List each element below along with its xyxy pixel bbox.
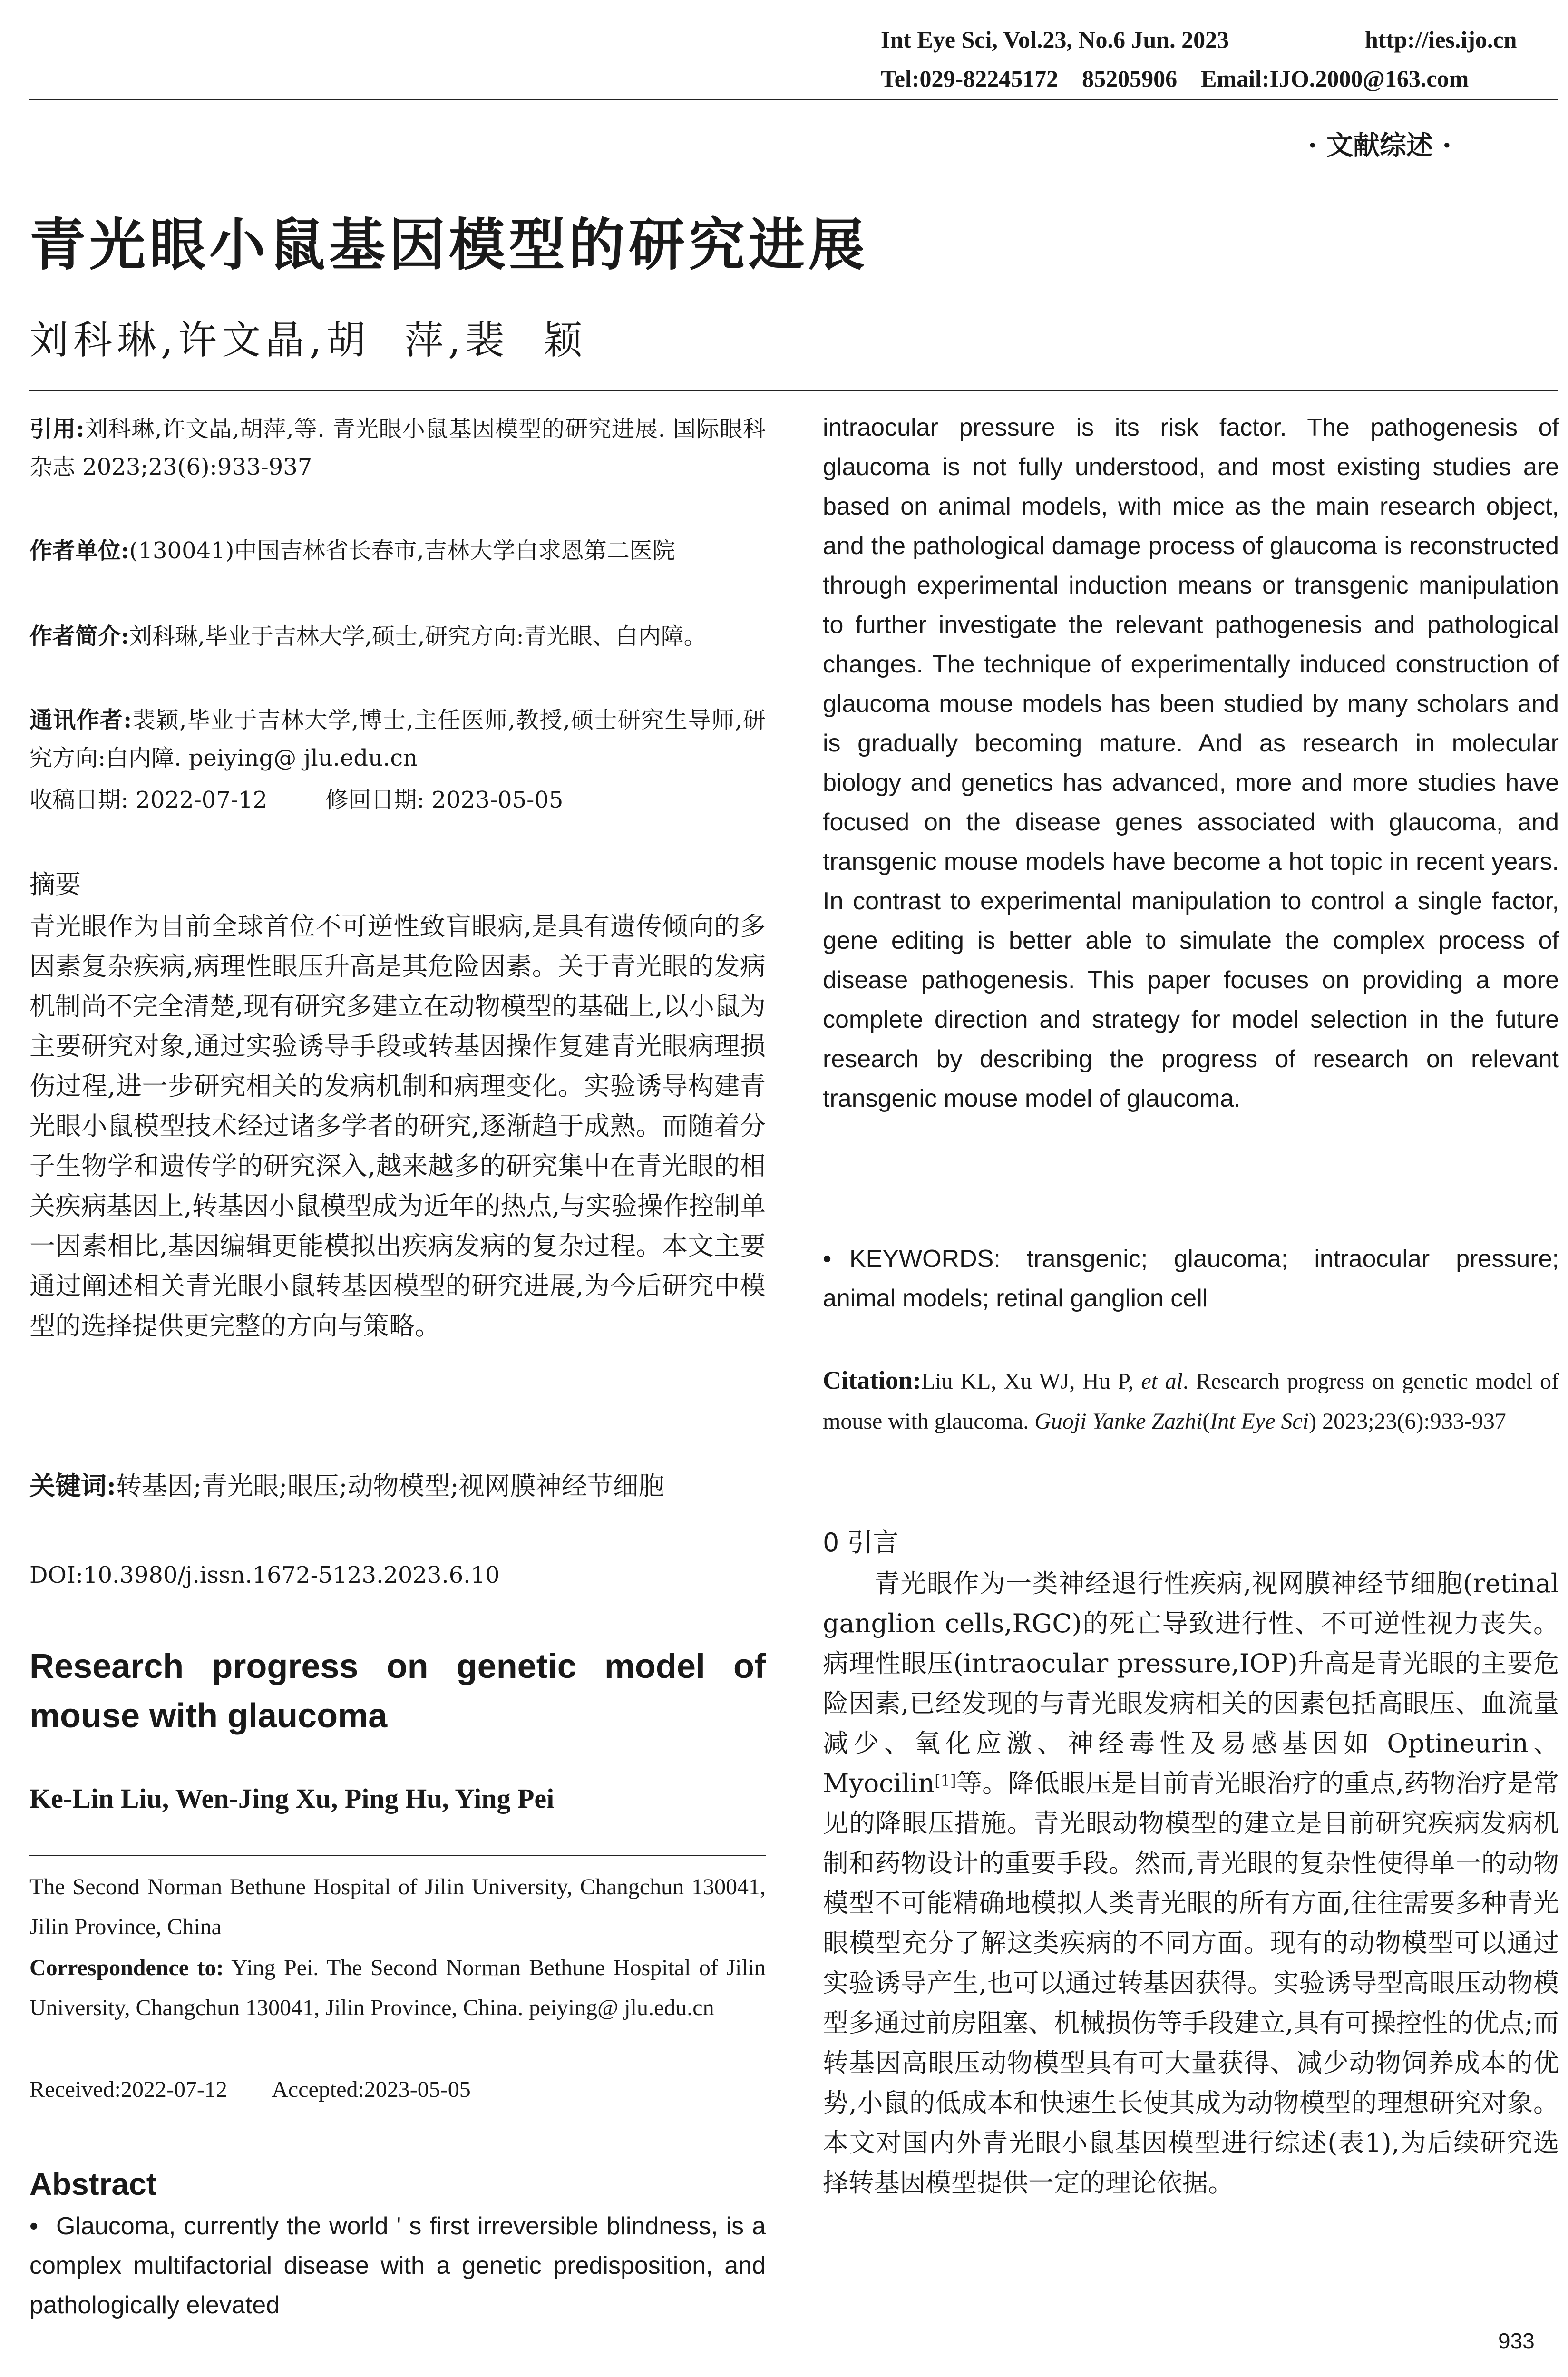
citation-en-title: . Research progress on genetic model of mouse with glaucoma.	[823, 1369, 1559, 1434]
correspondence-cn-label: 通讯作者:	[29, 707, 132, 733]
journal-contact-line: Tel:029-82245172 85205906 Email:IJO.2000@163.com	[881, 65, 1469, 92]
citation-en-journal: Guoji Yanke Zazhi	[1034, 1409, 1203, 1434]
affiliation-rule	[29, 1855, 766, 1856]
keywords-en	[823, 1239, 1559, 1318]
received-date-en: Received:2022-07-12	[29, 2077, 227, 2102]
journal-url[interactable]: http://ies.ijo.cn	[1365, 26, 1517, 53]
accepted-date-en: Accepted:2023-05-05	[272, 2077, 471, 2102]
doi[interactable]: DOI:10.3980/j.issn.1672-5123.2023.6.10	[29, 1562, 500, 1588]
correspondence-en-label: Correspondence to:	[29, 1955, 224, 1980]
dates-cn	[29, 781, 766, 819]
correspondence-en-text: Ying Pei. The Second Norman Bethune Hospital of Jilin University, Changchun 130041, Jilin Province, China. peiying@ jlu.edu.cn	[29, 1955, 766, 2020]
keywords-cn-text: 转基因;青光眼;眼压;动物模型;视网膜神经节细胞	[116, 1471, 664, 1501]
article-title-en: Research progress on genetic model of mouse with glaucoma	[29, 1647, 766, 1735]
correspondence-en	[29, 1948, 766, 2028]
journal-issue-line: Int Eye Sci, Vol.23, No.6 Jun. 2023	[881, 26, 1229, 53]
affiliation-cn	[29, 532, 766, 570]
title-rule	[29, 390, 1558, 391]
author-bio-cn-label: 作者简介:	[29, 623, 129, 650]
abstract-en-continued: intraocular pressure is its risk factor. The pathogenesis of glaucoma is not fully understood, and most existing studies are based on animal models, with mice as the main research object, and the pathological damage process of glaucoma is reconstructed through experimental induction means or transgenic manipulation to further investigate the relevant pathogenesis and pathological changes. The technique of experimentally induced construction of glaucoma mouse models has been studied by many scholars and is gradually becoming mature. And as research in molecular biology and genetics has advanced, more and more studies have focused on the disease genes associated with glaucoma, and transgenic mouse models have become a hot topic in recent years. In contrast to experimental manipulation to control a single factor, gene editing is better able to simulate the complex process of disease pathogenesis. This paper focuses on providing a more complete direction and strategy for model selection in the future research by describing the progress of research on relevant transgenic mouse model of glaucoma.	[823, 414, 1559, 1112]
affiliation-cn-label: 作者单位:	[29, 537, 129, 564]
affiliation-cn-text: (130041)中国吉林省长春市,吉林大学白求恩第二医院	[129, 537, 675, 564]
abstract-cn-heading: 摘要	[29, 869, 81, 899]
keywords-cn	[29, 1466, 766, 1506]
citation-cn-label: 引用:	[29, 416, 85, 442]
correspondence-cn-text: 裴颖,毕业于吉林大学,博士,主任医师,教授,硕士研究生导师,研究方向:白内障. peiying@ jlu.edu.cn	[29, 707, 766, 771]
author-bio-cn	[29, 617, 766, 655]
revised-date-cn: 修回日期: 2023-05-05	[325, 787, 564, 813]
affiliation-en: The Second Norman Bethune Hospital of Jilin University, Changchun 130041, Jilin Province, China	[29, 1874, 766, 1939]
bullet-icon: •	[29, 2212, 39, 2240]
citation-en-authors: Liu KL, Xu WJ, Hu P,	[921, 1369, 1141, 1394]
authors-en: Ke-Lin Liu, Wen-Jing Xu, Ping Hu, Ying Pei	[29, 1783, 555, 1814]
abstract-en-start-text: Glaucoma, currently the world ' s first irreversible blindness, is a complex multifactorial disease with a genetic predisposition, and pathologically elevated	[29, 2212, 766, 2319]
citation-en	[823, 1360, 1559, 1442]
dates-en	[29, 2070, 766, 2110]
citation-en-paren-open: (	[1202, 1409, 1210, 1434]
citation-cn	[29, 410, 766, 486]
citation-en-etal: et al	[1141, 1369, 1183, 1394]
author-bio-cn-text: 刘科琳,毕业于吉林大学,硕士,研究方向:青光眼、白内障。	[129, 623, 707, 650]
section-tag: · 文献综述 ·	[1308, 130, 1451, 161]
citation-cn-text: 刘科琳,许文晶,胡萍,等. 青光眼小鼠基因模型的研究进展. 国际眼科杂志 2023;23(6):933-937	[29, 416, 766, 480]
intro-text-a: 青光眼作为一类神经退行性疾病,视网膜神经节细胞(retinal ganglion cells,RGC)的死亡导致进行性、不可逆性视力丧失。病理性眼压(intraocular pressure,IOP)升高是青光眼的主要危险因素,已经发现的与青光眼发病相关的因素包括高眼压、血流量减少、氧化应激、神经毒性及易感基因如 Optineurin、Myocilin	[823, 1568, 1559, 1798]
intro-heading: 0 引言	[823, 1528, 899, 1558]
correspondence-cn	[29, 701, 766, 777]
citation-en-tail: ) 2023;23(6):933-937	[1309, 1409, 1506, 1434]
abstract-en-start	[29, 2207, 766, 2325]
citation-en-label: Citation:	[823, 1366, 921, 1394]
intro-paragraph	[823, 1564, 1559, 2203]
abstract-cn-text: 青光眼作为目前全球首位不可逆性致盲眼病,是具有遗传倾向的多因素复杂疾病,病理性眼压升高是其危险因素。关于青光眼的发病机制尚不完全清楚,现有研究多建立在动物模型的基础上,以小鼠为主要研究对象,通过实验诱导手段或转基因操作复建青光眼病理损伤过程,进一步研究相关的发病机制和病理变化。实验诱导构建青光眼小鼠模型技术经过诸多学者的研究,逐渐趋于成熟。而随着分子生物学和遗传学的研究深入,越来越多的研究集中在青光眼的相关疾病基因上,转基因小鼠模型成为近年的热点,与实验操作控制单一因素相比,基因编辑更能模拟出疾病发病的复杂过程。本文主要通过阐述相关青光眼小鼠转基因模型的研究进展,为今后研究中模型的选择提供更完整的方向与策略。	[29, 911, 766, 1341]
keywords-en-text: KEYWORDS: transgenic; glaucoma; intraocular pressure; animal models; retinal ganglion cell	[823, 1245, 1559, 1312]
page-number: 933	[1498, 2328, 1535, 2353]
bullet-icon: •	[823, 1245, 832, 1273]
abstract-en-heading: Abstract	[29, 2166, 157, 2202]
authors-cn: 刘科琳,许文晶,胡 萍,裴 颖	[29, 318, 587, 363]
article-title-cn: 青光眼小鼠基因模型的研究进展	[29, 212, 869, 278]
received-date-cn: 收稿日期: 2022-07-12	[29, 787, 268, 813]
reference-link[interactable]: [1]	[935, 1772, 956, 1790]
keywords-cn-label: 关键词:	[29, 1471, 116, 1501]
citation-en-journal-abbr: Int Eye Sci	[1210, 1409, 1309, 1434]
header-rule	[29, 99, 1558, 100]
intro-text-b: 等。降低眼压是目前青光眼治疗的重点,药物治疗是常见的降眼压措施。青光眼动物模型的建立是目前研究疾病发病机制和药物设计的重要手段。然而,青光眼的复杂性使得单一的动物模型不可能精确地模拟人类青光眼的所有方面,往往需要多种青光眼模型充分了解这类疾病的不同方面。现有的动物模型可以通过实验诱导产生,也可以通过转基因获得。实验诱导型高眼压动物模型多通过前房阻塞、机械损伤等手段建立,具有可操控性的优点;而转基因高眼压动物模型具有可大量获得、减少动物饲养成本的优势,小鼠的低成本和快速生长使其成为动物模型的理想研究对象。本文对国内外青光眼小鼠基因模型进行综述(表1),为后续研究选择转基因模型提供一定的理论依据。	[823, 1768, 1559, 2198]
